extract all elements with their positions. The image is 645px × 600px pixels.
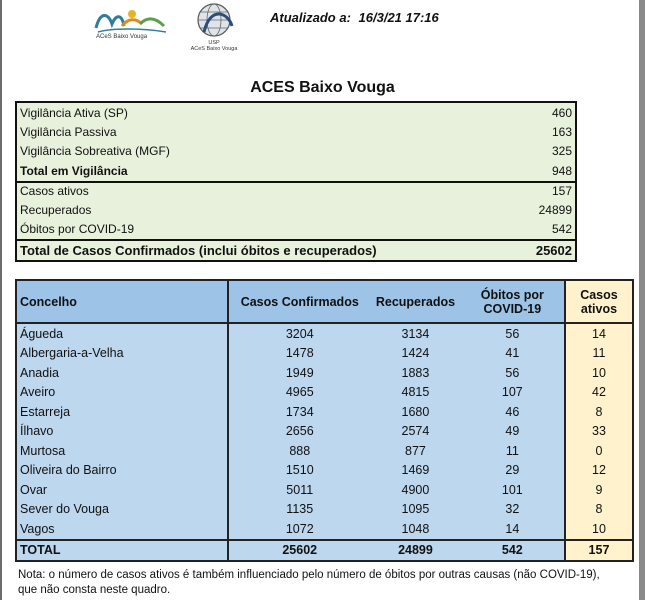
cell-confirmados: 1949 [228, 363, 370, 383]
cell-concelho: Vagos [16, 519, 228, 540]
aces-logo-text: ACeS Baixo Vouga [96, 34, 148, 40]
page-title: ACES Baixo Vouga [250, 79, 395, 96]
table-row [16, 500, 633, 520]
updated-timestamp [270, 10, 443, 25]
cell-concelho: Murtosa [16, 441, 228, 461]
cell-recuperados: 24899 [370, 540, 461, 562]
cell-ativos: 157 [565, 540, 633, 562]
cell-recuperados: 1095 [370, 500, 461, 520]
cell-recuperados: 877 [370, 441, 461, 461]
globe-icon [184, 2, 244, 40]
table-row [16, 461, 633, 481]
column-header-concelho: Concelho [16, 280, 228, 323]
summary-label: Óbitos por COVID-19 [20, 222, 135, 237]
cell-ativos: 10 [565, 363, 633, 383]
cell-concelho: Anadia [16, 363, 228, 383]
summary-value: 460 [551, 105, 572, 120]
cell-obitos: 11 [461, 441, 565, 461]
summary-label: Vigilância Sobreativa (MGF) [20, 144, 170, 159]
cell-recuperados: 4900 [370, 480, 461, 500]
cell-ativos: 14 [565, 323, 633, 344]
usf-logo-text: USP ACeS Baixo Vouga [190, 40, 238, 52]
table-header-row [16, 280, 633, 323]
cell-confirmados: 1734 [228, 402, 370, 422]
cell-recuperados: 2574 [370, 422, 461, 442]
summary-row [17, 122, 575, 141]
cell-obitos: 49 [461, 422, 565, 442]
cell-concelho: Aveiro [16, 383, 228, 403]
table-row [16, 441, 633, 461]
cell-ativos: 42 [565, 383, 633, 403]
summary-label: Vigilância Passiva [20, 125, 117, 140]
cell-confirmados: 25602 [228, 540, 370, 562]
cell-obitos: 41 [461, 344, 565, 364]
cell-confirmados: 1510 [228, 461, 370, 481]
cell-ativos: 33 [565, 422, 633, 442]
summary-value: 25602 [535, 242, 572, 258]
cell-obitos: 56 [461, 323, 565, 344]
updated-label: Atualizado a: [270, 10, 351, 25]
cell-ativos: 8 [565, 402, 633, 422]
summary-row [17, 219, 575, 238]
summary-row [17, 142, 575, 161]
summary-label: Casos ativos [20, 184, 89, 199]
column-header-confirmados: Casos Confirmados [228, 280, 370, 323]
cell-confirmados: 2656 [228, 422, 370, 442]
table-row [16, 344, 633, 364]
cell-obitos: 107 [461, 383, 565, 403]
cell-confirmados: 3204 [228, 323, 370, 344]
column-header-obitos: Óbitos por COVID-19 [461, 280, 565, 323]
summary-value: 325 [551, 144, 572, 159]
updated-value: 16/3/21 17:16 [358, 10, 439, 25]
surveillance-summary-table [15, 101, 577, 262]
cell-concelho: Ílhavo [16, 422, 228, 442]
cell-recuperados: 4815 [370, 383, 461, 403]
cell-concelho: Albergaria-a-Velha [16, 344, 228, 364]
cell-ativos: 9 [565, 480, 633, 500]
summary-value: 948 [551, 163, 572, 178]
cell-obitos: 46 [461, 402, 565, 422]
table-row [16, 519, 633, 540]
cell-obitos: 14 [461, 519, 565, 540]
column-header-ativos: Casos ativos [565, 280, 633, 323]
aces-logo [92, 6, 170, 46]
summary-label: Total de Casos Confirmados (inclui óbitos e recuperados) [20, 242, 377, 258]
cell-ativos: 0 [565, 441, 633, 461]
cell-obitos: 32 [461, 500, 565, 520]
table-row [16, 480, 633, 500]
usf-logo [184, 2, 244, 52]
cell-concelho: Estarreja [16, 402, 228, 422]
cell-ativos: 10 [565, 519, 633, 540]
cell-ativos: 11 [565, 344, 633, 364]
cell-obitos: 29 [461, 461, 565, 481]
cell-recuperados: 1883 [370, 363, 461, 383]
table-total-row [16, 540, 633, 562]
municipality-cases-table [15, 279, 634, 562]
cell-ativos: 12 [565, 461, 633, 481]
cell-confirmados: 1478 [228, 344, 370, 364]
table-row [16, 363, 633, 383]
cell-confirmados: 888 [228, 441, 370, 461]
cell-concelho: Águeda [16, 323, 228, 344]
cell-obitos: 101 [461, 480, 565, 500]
summary-label: Vigilância Ativa (SP) [20, 105, 128, 120]
cell-concelho: Sever do Vouga [16, 500, 228, 520]
table-row [16, 383, 633, 403]
cell-obitos: 542 [461, 540, 565, 562]
summary-row-total-surveillance [17, 161, 575, 180]
summary-value: 163 [551, 125, 572, 140]
cell-confirmados: 1072 [228, 519, 370, 540]
summary-row-total-confirmed [17, 239, 575, 260]
table-row [16, 402, 633, 422]
table-row [16, 422, 633, 442]
summary-label: Total em Vigilância [20, 163, 128, 178]
cell-recuperados: 1048 [370, 519, 461, 540]
cell-concelho: TOTAL [16, 540, 228, 562]
column-header-recuperados: Recuperados [370, 280, 461, 323]
footnote: Nota: o número de casos ativos é também influenciado pelo número de óbitos por outras causas (não COVID-19), que não consta neste quadro. [18, 569, 600, 596]
summary-value: 542 [551, 222, 572, 237]
summary-label: Recuperados [20, 202, 92, 217]
cell-confirmados: 4965 [228, 383, 370, 403]
table-row [16, 323, 633, 344]
cell-confirmados: 5011 [228, 480, 370, 500]
cell-recuperados: 3134 [370, 323, 461, 344]
summary-value: 157 [551, 184, 572, 199]
cell-recuperados: 1680 [370, 402, 461, 422]
summary-value: 24899 [538, 202, 572, 217]
summary-row [17, 200, 575, 219]
cell-concelho: Ovar [16, 480, 228, 500]
aces-logo-icon [92, 6, 170, 36]
summary-row [17, 103, 575, 122]
cell-recuperados: 1469 [370, 461, 461, 481]
cell-obitos: 56 [461, 363, 565, 383]
cell-concelho: Oliveira do Bairro [16, 461, 228, 481]
cell-ativos: 8 [565, 500, 633, 520]
cell-confirmados: 1135 [228, 500, 370, 520]
cell-recuperados: 1424 [370, 344, 461, 364]
summary-row [17, 181, 575, 200]
